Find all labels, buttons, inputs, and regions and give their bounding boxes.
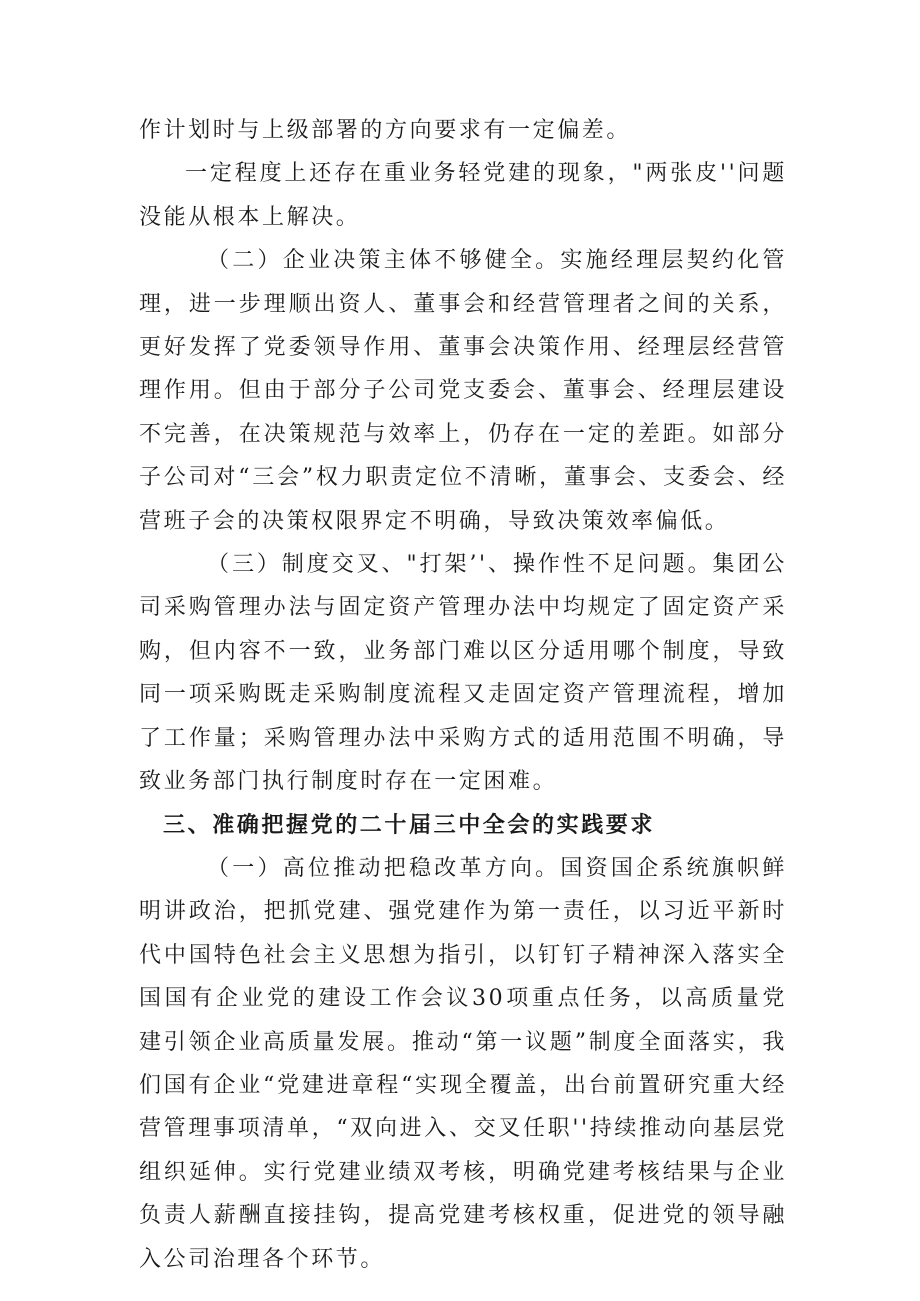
section-heading-three: 三、准确把握党的二十届三中全会的实践要求 [163,811,656,838]
paragraph-system-conflict: （三）制度交叉、"打架’'、操作性不足问题。集团公司采购管理办法与固定资产管理办法中均规定了固定资产采购，但内容不一致，业务部门难以区分适用哪个制度，导致同一项采购既走采购制度流程又走固定资产管理流程，增加了工作量；采购管理办法中采购方式的适用范围不明确，导致业务部门执行制度时存在一定困难。 [139,552,787,795]
paragraph-decision-body: （二）企业决策主体不够健全。实施经理层契约化管理，进一步理顺出资人、董事会和经营管理者之间的关系，更好发挥了党委领导作用、董事会决策作用、经理层经营管理作用。但由于部分子公司党支委会、董事会、经理层建设不完善，在决策规范与效率上，仍存在一定的差距。如部分子公司对“三会”权力职责定位不清晰，董事会、支委会、经营班子会的决策权限界定不明确，导致决策效率偏低。 [139,248,787,534]
paragraph-two-skins-issue: 一定程度上还存在重业务轻党建的现象，"两张皮''问题没能从根本上解决。 [139,161,787,230]
document-body [139,109,787,1281]
paragraph-reform-direction: （一）高位推动把稳改革方向。国资国企系统旗帜鲜明讲政治，把抓党建、强党建作为第一责任，以习近平新时代中国特色社会主义思想为指引，以钉钉子精神深入落实全国国有企业党的建设工作会议30项重点任务，以高质量党建引领企业高质量发展。推动“第一议题”制度全面落实，我们国有企业“党建进章程“实现全覆盖，出台前置研究重大经营管理事项清单，“双向进入、交叉任职''持续推动向基层党组织延伸。实行党建业绩双考核，明确党建考核结果与企业负责人薪酬直接挂钩，提高党建考核权重，促进党的领导融入公司治理各个环节。 [139,855,787,1272]
paragraph-continuation: 作计划时与上级部署的方向要求有一定偏差。 [139,118,632,143]
